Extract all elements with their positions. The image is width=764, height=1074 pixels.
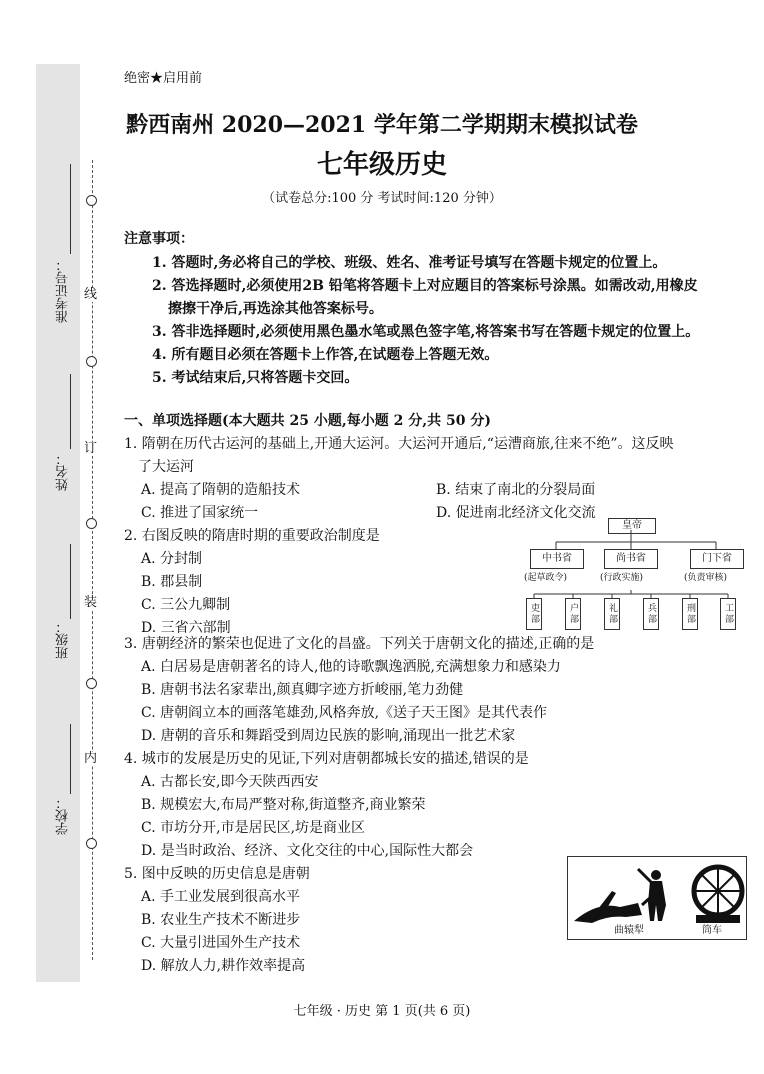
- q3-option-d[interactable]: D. 唐朝的音乐和舞蹈受到周边民族的影响,涌现出一批艺术家: [141, 728, 516, 744]
- class-fill-line[interactable]: [70, 544, 71, 619]
- class-label: 班级：: [56, 620, 71, 659]
- q2-option-d[interactable]: D. 三省六部制: [141, 620, 231, 636]
- q2-option-a[interactable]: A. 分封制: [141, 551, 203, 567]
- notes-heading: 注意事项：: [124, 231, 194, 247]
- zhongshu-role: (起草政令): [524, 573, 568, 583]
- note-item: 3. 答非选择题时,必须使用黑色墨水笔或黑色签字笔,将答案书写在答题卡规定的位置上。: [152, 324, 700, 340]
- q1-stem-cont: 了大运河: [138, 459, 194, 475]
- q4-option-b[interactable]: B. 规模宏大,布局严整对称,街道整齐,商业繁荣: [141, 797, 426, 813]
- shangshu-box: 尚书省: [604, 549, 658, 569]
- name-fill-line[interactable]: [70, 374, 71, 449]
- exam-number-label: 准考证号：: [56, 258, 71, 323]
- farming-tools-image: [567, 856, 747, 940]
- note-item: 擦擦干净后,再选涂其他答案标号。: [168, 301, 383, 317]
- school-fill-line[interactable]: [70, 724, 71, 794]
- seal-word: 装: [84, 595, 98, 610]
- seal-hole: [86, 838, 97, 849]
- waterwheel-caption: 筒车: [702, 925, 722, 936]
- q5-option-b[interactable]: B. 农业生产技术不断进步: [141, 912, 301, 928]
- note-item: 2. 答选择题时,必须使用2B 铅笔将答题卡上对应题目的答案标号涂黑。如需改动,用橡皮: [152, 278, 698, 294]
- q1-option-b[interactable]: B. 结束了南北的分裂局面: [436, 482, 596, 498]
- seal-hole: [86, 518, 97, 529]
- q5-option-c[interactable]: C. 大量引进国外生产技术: [141, 935, 301, 951]
- q1-option-d[interactable]: D. 促进南北经济文化交流: [436, 505, 596, 521]
- q1-stem: 1. 隋朝在历代古运河的基础上,开通大运河。大运河开通后,“运漕商旅,往来不绝”。这反映: [124, 436, 674, 452]
- ministry-box: 刑部: [682, 598, 698, 630]
- q4-stem: 4. 城市的发展是历史的见证,下列对唐朝都城长安的描述,错误的是: [124, 751, 529, 767]
- ministry-box: 兵部: [643, 598, 659, 630]
- q5-option-d[interactable]: D. 解放人力,耕作效率提高: [141, 958, 306, 974]
- seal-word: 内: [84, 751, 98, 766]
- q3-option-b[interactable]: B. 唐朝书法名家辈出,颜真卿字迹方折峻丽,笔力劲健: [141, 682, 464, 698]
- q2-option-b[interactable]: B. 郡县制: [141, 574, 203, 590]
- exam-subtitle: 七年级历史: [316, 150, 447, 180]
- note-item: 4. 所有题目必须在答题卡上作答,在试题卷上答题无效。: [152, 347, 499, 363]
- q1-option-c[interactable]: C. 推进了国家统一: [141, 505, 259, 521]
- q2-option-c[interactable]: C. 三公九卿制: [141, 597, 231, 613]
- seal-word: 线: [84, 287, 98, 302]
- ministry-box: 工部: [720, 598, 736, 630]
- plow-caption: 曲辕犁: [614, 925, 644, 936]
- school-label: 学校：: [56, 796, 71, 835]
- secret-mark: 绝密★启用前: [124, 71, 203, 86]
- seal-hole: [86, 356, 97, 367]
- ministry-box: 户部: [565, 598, 581, 630]
- q3-stem: 3. 唐朝经济的繁荣也促进了文化的昌盛。下列关于唐朝文化的描述,正确的是: [124, 636, 595, 652]
- menxia-box: 门下省: [690, 549, 744, 569]
- section-heading: 一、单项选择题(本大题共 25 小题,每小题 2 分,共 50 分): [124, 413, 491, 429]
- q2-stem: 2. 右图反映的隋唐时期的重要政治制度是: [124, 528, 380, 544]
- emperor-box: 皇帝: [608, 518, 656, 534]
- ministry-box: 礼部: [604, 598, 620, 630]
- q5-stem: 5. 图中反映的历史信息是唐朝: [124, 866, 310, 882]
- q4-option-c[interactable]: C. 市坊分开,市是居民区,坊是商业区: [141, 820, 366, 836]
- q1-option-a[interactable]: A. 提高了隋朝的造船技术: [141, 482, 301, 498]
- seal-word: 订: [84, 441, 98, 456]
- note-item: 5. 考试结束后,只将答题卡交回。: [152, 370, 359, 386]
- q4-option-d[interactable]: D. 是当时政治、经济、文化交往的中心,国际性大都会: [141, 843, 474, 859]
- q5-option-a[interactable]: A. 手工业发展到很高水平: [141, 889, 301, 905]
- page-footer: 七年级 · 历史 第 1 页(共 6 页): [293, 1004, 471, 1019]
- menxia-role: (负责审核): [684, 573, 728, 583]
- q4-option-a[interactable]: A. 古都长安,即今天陕西西安: [141, 774, 319, 790]
- ministry-box: 吏部: [526, 598, 542, 630]
- seal-hole: [86, 678, 97, 689]
- zhongshu-box: 中书省: [530, 549, 584, 569]
- q3-option-a[interactable]: A. 白居易是唐朝著名的诗人,他的诗歌飘逸洒脱,充满想象力和感染力: [141, 659, 561, 675]
- note-item: 1. 答题时,务必将自己的学校、班级、姓名、准考证号填写在答题卡规定的位置上。: [152, 255, 667, 271]
- exam-title: 黔西南州 2020—2021 学年第二学期期末模拟试卷: [126, 112, 638, 138]
- score-time: （试卷总分:100 分 考试时间:120 分钟）: [262, 191, 502, 206]
- q3-option-c[interactable]: C. 唐朝阎立本的画落笔雄劲,风格奔放,《送子天王图》是其代表作: [141, 705, 548, 721]
- shangshu-role: (行政实施): [600, 573, 644, 583]
- name-label: 姓名：: [56, 452, 71, 491]
